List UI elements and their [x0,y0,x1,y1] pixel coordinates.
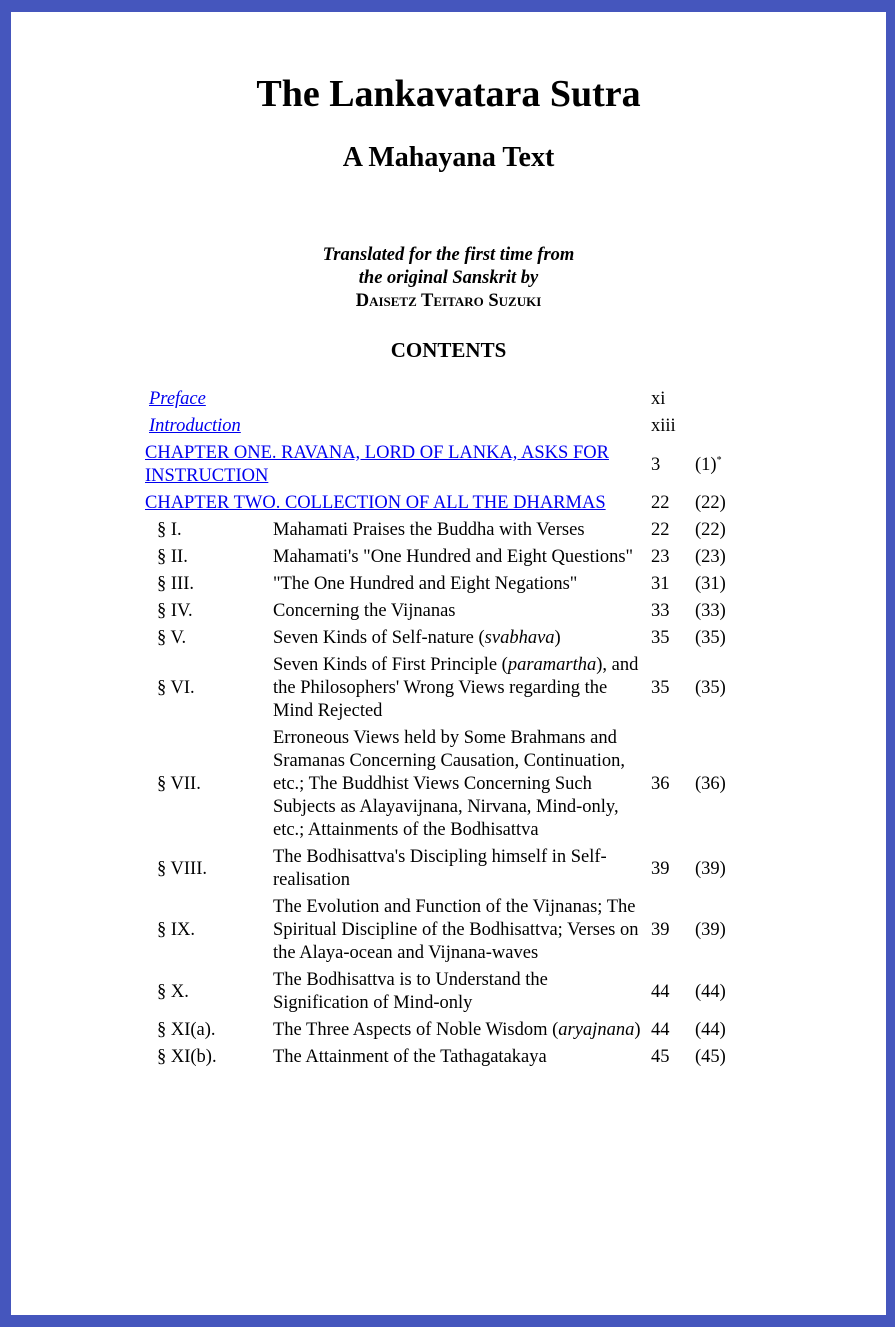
toc-page: 23 [651,547,670,567]
toc-page: 22 [651,493,670,513]
section-number: § IV. [157,601,193,621]
toc-page: 45 [651,1047,670,1067]
section-title-text: Mahamati Praises the Buddha with Verses [273,520,585,540]
toc-page: 22 [651,520,670,540]
section-title-text: Concerning the Vijnanas [273,601,456,621]
section-number: § VII. [157,774,201,794]
toc-section-row [145,600,755,623]
section-title [273,969,645,1015]
section-number: § VIII. [157,858,208,879]
section-title-text: Seven Kinds of First Principle ( [273,655,508,675]
toc-section-row [145,654,755,723]
section-number: § VI. [157,678,195,698]
section-title-term: aryajnana [558,1020,635,1040]
section-title-text: The Evolution and Function of the Vijnanas; The Spiritual Discipline of the Bodhisattva; Verses on the Alaya-ocean and Vijnana-waves [273,897,639,963]
section-title [273,627,645,650]
toc-section-row [145,627,755,650]
table-of-contents [141,384,759,1073]
toc-page: xiii [651,416,676,436]
section-title [273,846,645,892]
toc-orig-page [691,415,755,438]
preface-link[interactable]: Preface [149,389,206,409]
toc-section-row [145,727,755,842]
contents-heading: CONTENTS [390,338,507,362]
section-title-text-end: ) [634,1020,641,1040]
section-title-term: paramartha [507,655,597,675]
toc-page: 44 [651,1020,670,1040]
toc-orig-page: (22) [695,493,726,513]
toc-section-row [145,846,755,892]
toc-page: 3 [651,454,661,475]
section-number: § XI(a). [157,1020,216,1040]
toc-orig-page [691,388,755,411]
toc-orig-page: (39) [695,920,726,940]
document-page [11,12,886,1315]
section-title [273,1046,645,1069]
toc-page: 36 [651,774,670,794]
section-title [273,600,645,623]
toc-page: 39 [651,920,670,940]
section-title-text: Seven Kinds of Self-nature ( [273,628,485,648]
section-title-text: Mahamati's "One Hundred and Eight Questions" [273,547,634,567]
section-title-text-end: ) [554,628,561,648]
credit-line-2: the original Sanskrit by [358,268,539,288]
translator-name: Daisetz Teitaro Suzuki [355,291,542,311]
toc-row-preface [145,388,755,411]
section-number: § III. [157,574,194,594]
toc-orig-page: (44) [695,1020,726,1040]
section-title [273,546,645,569]
toc-section-row [145,896,755,965]
chapter-one-link[interactable]: CHAPTER ONE. RAVANA, LORD OF LANKA, ASKS FOR INSTRUCTION [145,443,609,486]
toc-orig-page: (36) [695,774,726,794]
section-title-text-end: ), and the Philosophers' Wrong Views regarding the Mind Rejected [273,655,639,721]
toc-section-row [145,519,755,542]
toc-page: 35 [651,678,670,698]
toc-orig-page: (35) [695,678,726,698]
section-number: § IX. [157,920,196,940]
toc-orig-value: (1) [695,454,717,475]
toc-orig-page: (23) [695,547,726,567]
section-number: § XI(b). [157,1047,217,1067]
introduction-link[interactable]: Introduction [149,416,241,436]
credit-line-1: Translated for the first time from [322,245,575,265]
toc-section-row [145,969,755,1015]
toc-page: xi [651,389,666,409]
section-number: § I. [157,520,182,540]
toc-orig-page: (45) [695,1047,726,1067]
toc-orig-page: (39) [695,858,726,879]
section-number: § X. [157,981,189,1002]
toc-orig-page: (35) [695,628,726,648]
section-title-text: The Bodhisattva's Discipling himself in Self-realisation [273,847,607,890]
section-title-text: "The One Hundred and Eight Negations" [273,574,578,594]
section-title-text: Erroneous Views held by Some Brahmans and Sramanas Concerning Causation, Continuation, etc.; The Buddhist Views Concerning Such Subjects as Alayavijnana, Nirvana, Mind-only, etc.; Attainments of the Bodhisattva [273,728,625,840]
section-title-text: The Attainment of the Tathagatakaya [273,1047,547,1067]
toc-orig-page: (33) [695,601,726,621]
toc-page: 31 [651,574,670,594]
section-title-term: svabhava [484,628,555,648]
toc-orig-page [691,442,755,488]
section-title [273,519,645,542]
toc-section-row [145,573,755,596]
toc-page: 35 [651,628,670,648]
toc-section-row [145,1019,755,1042]
section-title [273,727,645,842]
toc-orig-page: (31) [695,574,726,594]
section-title [273,896,645,965]
translation-credit [11,244,886,313]
toc-section-row [145,1046,755,1069]
section-number: § II. [157,547,188,567]
toc-row-chapter-two [145,492,755,515]
section-title-text: The Bodhisattva is to Understand the Signification of Mind-only [273,970,548,1013]
toc-page: 39 [651,858,670,879]
chapter-two-link[interactable]: CHAPTER TWO. COLLECTION OF ALL THE DHARMAS [145,493,606,513]
toc-orig-page: (22) [695,520,726,540]
document-title: The Lankavatara Sutra [256,73,641,115]
section-title [273,1019,645,1042]
section-title [273,654,645,723]
document-subtitle: A Mahayana Text [342,142,555,173]
section-title-text: The Three Aspects of Noble Wisdom ( [273,1020,559,1040]
toc-row-introduction [145,415,755,438]
toc-row-chapter-one [145,442,755,488]
section-number: § V. [157,628,187,648]
toc-page: 44 [651,981,670,1002]
toc-orig-page: (44) [695,981,726,1002]
section-title [273,573,645,596]
footnote-marker: * [716,454,722,466]
toc-section-row [145,546,755,569]
toc-page: 33 [651,601,670,621]
